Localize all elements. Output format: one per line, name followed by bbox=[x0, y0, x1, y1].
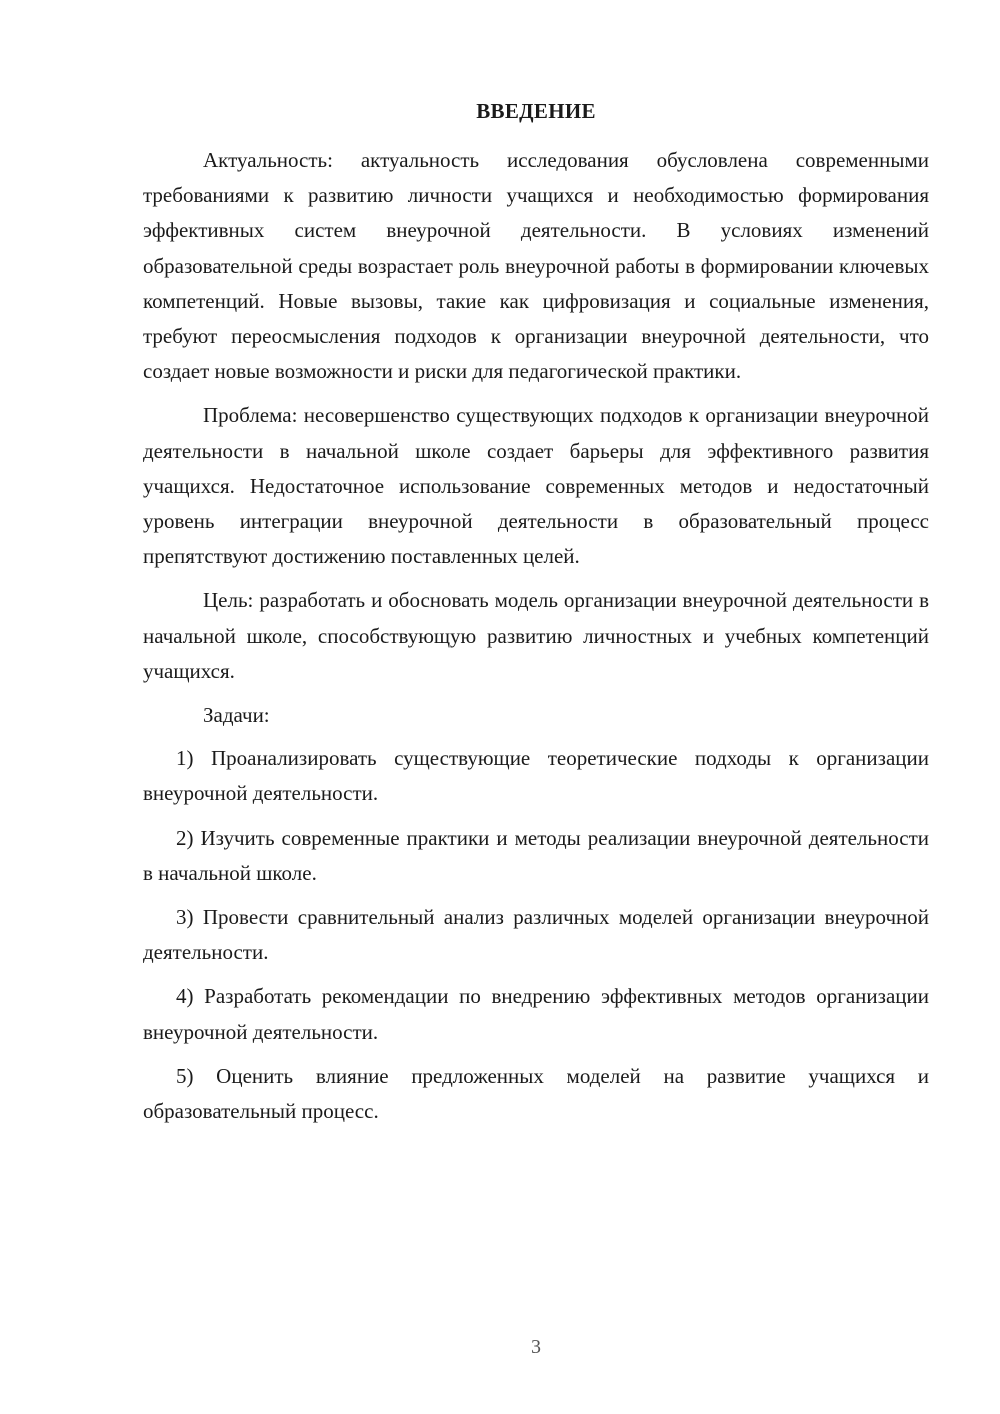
page-number: 3 bbox=[531, 1336, 541, 1358]
task-item-3: 3) Провести сравнительный анализ различных моделей организации внеурочной деятельности. bbox=[143, 905, 929, 965]
task-item-2: 2) Изучить современные практики и методы реализации внеурочной деятельности в начальной школе. bbox=[143, 825, 929, 885]
task-item-5: 5) Оценить влияние предложенных моделей на развитие учащихся и образовательный процесс. bbox=[143, 1063, 929, 1124]
task-item-4: 4) Разработать рекомендации по внедрению эффективных методов организации внеурочной деятельности. bbox=[143, 984, 929, 1044]
task-item-1: 1) Проанализировать существующие теоретические подходы к организации внеурочной деятельности. bbox=[143, 746, 929, 806]
tasks-title: Задачи: bbox=[203, 703, 270, 728]
problem-paragraph: Проблема: несовершенство существующих подходов к организации внеурочной деятельности в начальной школе создает барьеры для эффективного развития учащихся. Недостаточное использование современных методов и недостаточный уровень интеграции внеурочной деятельности в образовательный процесс препятствуют достижению поставленных целей. bbox=[143, 403, 929, 569]
section-heading: ВВЕДЕНИЕ bbox=[476, 99, 596, 123]
page-content bbox=[143, 96, 929, 1138]
goal-paragraph: Цель: разработать и обосновать модель организации внеурочной деятельности в начальной школе, способствующую развитию личностных и учебных компетенций учащихся. bbox=[143, 588, 929, 683]
relevance-paragraph: Актуальность: актуальность исследования обусловлена современными требованиями к развитию личности учащихся и необходимостью формирования эффективных систем внеурочной деятельности. В условиях изменений образовательной среды возрастает роль внеурочной работы в формировании ключевых компетенций. Новые вызовы, такие как цифровизация и социальные изменения, требуют переосмысления подходов к организации внеурочной деятельности, что создает новые возможности и риски для педагогической практики. bbox=[143, 148, 929, 384]
